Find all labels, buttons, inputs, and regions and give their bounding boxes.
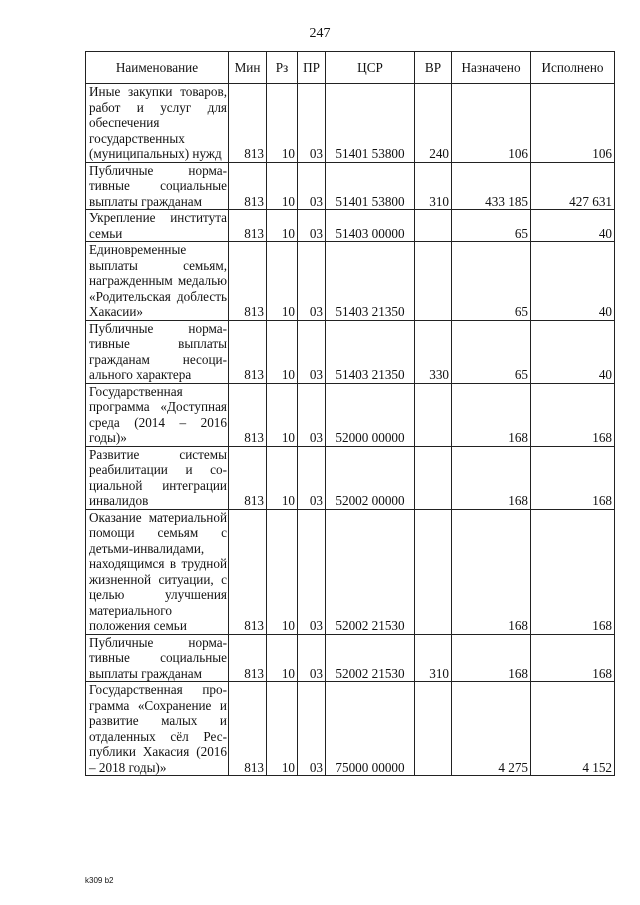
table-row — [86, 682, 615, 776]
row-assigned: 168 — [452, 509, 531, 634]
row-pr: 03 — [298, 84, 326, 163]
row-name: Публичные нормативные социальные выплаты гражданам — [86, 634, 229, 682]
table-row — [86, 383, 615, 446]
row-pr: 03 — [298, 446, 326, 509]
row-executed: 168 — [531, 509, 615, 634]
row-min: 813 — [229, 242, 267, 321]
row-executed: 106 — [531, 84, 615, 163]
row-rz: 10 — [267, 634, 298, 682]
row-rz: 10 — [267, 509, 298, 634]
row-executed: 4 152 — [531, 682, 615, 776]
row-executed: 40 — [531, 320, 615, 383]
row-assigned: 65 — [452, 210, 531, 242]
row-vr — [415, 509, 452, 634]
table-row — [86, 320, 615, 383]
row-pr: 03 — [298, 210, 326, 242]
row-executed: 168 — [531, 383, 615, 446]
row-min: 813 — [229, 446, 267, 509]
header-vr: ВР — [415, 52, 452, 84]
row-rz: 10 — [267, 446, 298, 509]
row-assigned: 433 185 — [452, 162, 531, 210]
row-min: 813 — [229, 84, 267, 163]
row-vr — [415, 383, 452, 446]
row-csr: 75000 00000 — [326, 682, 415, 776]
header-rz: Рз — [267, 52, 298, 84]
row-assigned: 4 275 — [452, 682, 531, 776]
row-pr: 03 — [298, 682, 326, 776]
row-csr: 52000 00000 — [326, 383, 415, 446]
row-name: Единовременные выплаты семьям, награжденным медалью «Родительская доблесть Хакасии» — [86, 242, 229, 321]
table-header-row — [86, 52, 615, 84]
table-row — [86, 84, 615, 163]
row-rz: 10 — [267, 210, 298, 242]
row-rz: 10 — [267, 383, 298, 446]
row-name: Государственная программа «Сохранение и развитие малых и отдаленных сёл Республики Хакасия (2016 – 2018 годы)» — [86, 682, 229, 776]
table-row — [86, 509, 615, 634]
row-csr: 51401 53800 — [326, 84, 415, 163]
table-row — [86, 242, 615, 321]
header-assigned: Назначено — [452, 52, 531, 84]
row-csr: 51403 21350 — [326, 320, 415, 383]
table-row — [86, 162, 615, 210]
budget-table — [85, 51, 615, 776]
row-executed: 40 — [531, 242, 615, 321]
row-min: 813 — [229, 383, 267, 446]
table-row — [86, 446, 615, 509]
row-executed: 168 — [531, 446, 615, 509]
row-min: 813 — [229, 682, 267, 776]
row-name: Укрепление института семьи — [86, 210, 229, 242]
row-vr: 310 — [415, 634, 452, 682]
row-rz: 10 — [267, 162, 298, 210]
row-name: Государственная программа «Доступная среда (2014 – 2016 годы)» — [86, 383, 229, 446]
row-pr: 03 — [298, 509, 326, 634]
header-csr: ЦСР — [326, 52, 415, 84]
table-row — [86, 210, 615, 242]
row-name: Оказание материальной помощи семьям с детьми-инвалидами, находящимся в трудной жизненной ситуации, с целью улучшения материального положения семьи — [86, 509, 229, 634]
row-vr — [415, 210, 452, 242]
row-executed: 40 — [531, 210, 615, 242]
header-executed: Исполнено — [531, 52, 615, 84]
row-pr: 03 — [298, 383, 326, 446]
row-pr: 03 — [298, 320, 326, 383]
footer-code: k309 b2 — [85, 876, 114, 885]
row-assigned: 65 — [452, 320, 531, 383]
row-name: Публичные нормативные социальные выплаты гражданам — [86, 162, 229, 210]
row-min: 813 — [229, 634, 267, 682]
row-assigned: 106 — [452, 84, 531, 163]
header-name: Наименование — [86, 52, 229, 84]
row-assigned: 65 — [452, 242, 531, 321]
row-csr: 51401 53800 — [326, 162, 415, 210]
row-vr: 240 — [415, 84, 452, 163]
row-executed: 168 — [531, 634, 615, 682]
row-rz: 10 — [267, 682, 298, 776]
row-rz: 10 — [267, 242, 298, 321]
row-min: 813 — [229, 320, 267, 383]
page-number: 247 — [309, 26, 331, 41]
row-min: 813 — [229, 210, 267, 242]
row-min: 813 — [229, 162, 267, 210]
row-assigned: 168 — [452, 383, 531, 446]
row-rz: 10 — [267, 320, 298, 383]
row-csr: 52002 21530 — [326, 509, 415, 634]
row-csr: 51403 21350 — [326, 242, 415, 321]
row-vr — [415, 446, 452, 509]
table-row — [86, 634, 615, 682]
row-assigned: 168 — [452, 634, 531, 682]
header-min: Мин — [229, 52, 267, 84]
row-pr: 03 — [298, 162, 326, 210]
row-assigned: 168 — [452, 446, 531, 509]
header-pr: ПР — [298, 52, 326, 84]
row-name: Публичные нормативные выплаты гражданам несоциального характера — [86, 320, 229, 383]
row-vr: 330 — [415, 320, 452, 383]
row-vr — [415, 242, 452, 321]
row-name: Иные закупки товаров, работ и услуг для обеспечения государственных (муниципальных) нужд — [86, 84, 229, 163]
row-csr: 51403 00000 — [326, 210, 415, 242]
row-vr: 310 — [415, 162, 452, 210]
row-executed: 427 631 — [531, 162, 615, 210]
row-rz: 10 — [267, 84, 298, 163]
row-name: Развитие системы реабилитации и социальной интеграции инвалидов — [86, 446, 229, 509]
row-csr: 52002 21530 — [326, 634, 415, 682]
row-min: 813 — [229, 509, 267, 634]
row-vr — [415, 682, 452, 776]
row-pr: 03 — [298, 634, 326, 682]
row-pr: 03 — [298, 242, 326, 321]
row-csr: 52002 00000 — [326, 446, 415, 509]
